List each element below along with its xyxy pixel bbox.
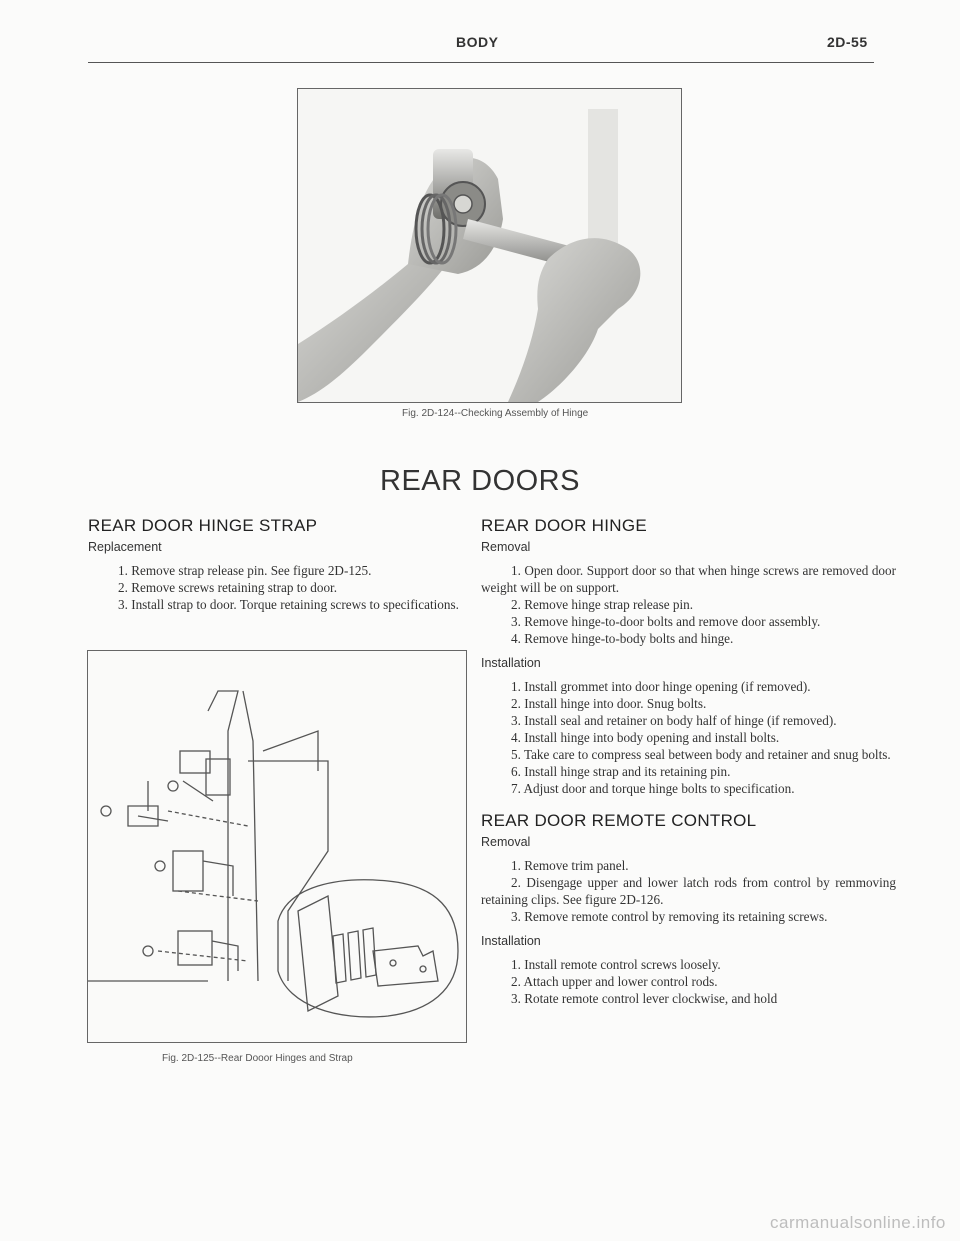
remote-removal-step-2: 2. Disengage upper and lower latch rods from control by remmoving retaining clips. See figure 2D-126. (481, 875, 896, 907)
figure1-caption: Fig. 2D-124--Checking Assembly of Hinge (402, 408, 589, 419)
hinge-removal-step-3: 3. Remove hinge-to-door bolts and remove door assembly. (511, 614, 821, 629)
heading-rear-door-remote-control: REAR DOOR REMOTE CONTROL (481, 811, 757, 830)
hinges-line-drawing (88, 651, 466, 1042)
heading-rear-door-hinge: REAR DOOR HINGE (481, 516, 648, 535)
hinge-install-step-3: 3. Install seal and retainer on body half of hinge (if removed). (511, 713, 837, 728)
section-title: REAR DOORS (380, 465, 580, 497)
hinge-removal-step-1: 1. Open door. Support door so that when hinge screws are removed door weight will be on support. (481, 563, 896, 595)
heading-rear-door-hinge-strap: REAR DOOR HINGE STRAP (88, 516, 318, 535)
hinge-photo-illustration (298, 89, 681, 402)
subheading-removal: Removal (481, 540, 531, 554)
right-column (481, 517, 896, 1007)
hinge-install-step-5: 5. Take care to compress seal between body and retainer and snug bolts. (511, 747, 891, 762)
figure-rear-door-hinges-drawing (87, 650, 467, 1043)
remote-install-step-1: 1. Install remote control screws loosely. (511, 957, 721, 972)
page-number: 2D-55 (827, 34, 868, 50)
header-rule (88, 62, 874, 63)
remote-install-step-3: 3. Rotate remote control lever clockwise, and hold (511, 991, 778, 1006)
hinge-install-step-4: 4. Install hinge into body opening and install bolts. (511, 730, 780, 745)
hinge-install-step-7: 7. Adjust door and torque hinge bolts to specification. (511, 781, 795, 796)
remote-removal-step-1: 1. Remove trim panel. (511, 858, 629, 873)
hinge-install-step-2: 2. Install hinge into door. Snug bolts. (511, 696, 707, 711)
hinge-removal-step-2: 2. Remove hinge strap release pin. (511, 597, 694, 612)
watermark-text: carmanualsonline.info (770, 1213, 946, 1232)
left-column (88, 517, 474, 613)
strap-step-3: 3. Install strap to door. Torque retaining screws to specifications. (118, 597, 459, 612)
figure2-caption: Fig. 2D-125--Rear Dooor Hinges and Strap (162, 1053, 353, 1064)
remote-install-step-2: 2. Attach upper and lower control rods. (511, 974, 718, 989)
subheading-installation-2: Installation (481, 934, 541, 948)
hinge-install-step-1: 1. Install grommet into door hinge opening (if removed). (511, 679, 811, 694)
subheading-removal-2: Removal (481, 835, 531, 849)
strap-step-1: 1. Remove strap release pin. See figure 2D-125. (118, 563, 372, 578)
remote-removal-step-3: 3. Remove remote control by removing its retaining screws. (511, 909, 828, 924)
hinge-install-step-6: 6. Install hinge strap and its retaining pin. (511, 764, 731, 779)
subheading-replacement: Replacement (88, 540, 162, 554)
figure-hinge-photo (297, 88, 682, 403)
strap-step-2: 2. Remove screws retaining strap to door. (118, 580, 338, 595)
running-header-title: BODY (456, 34, 499, 50)
subheading-installation: Installation (481, 656, 541, 670)
hinge-removal-step-4: 4. Remove hinge-to-body bolts and hinge. (511, 631, 734, 646)
